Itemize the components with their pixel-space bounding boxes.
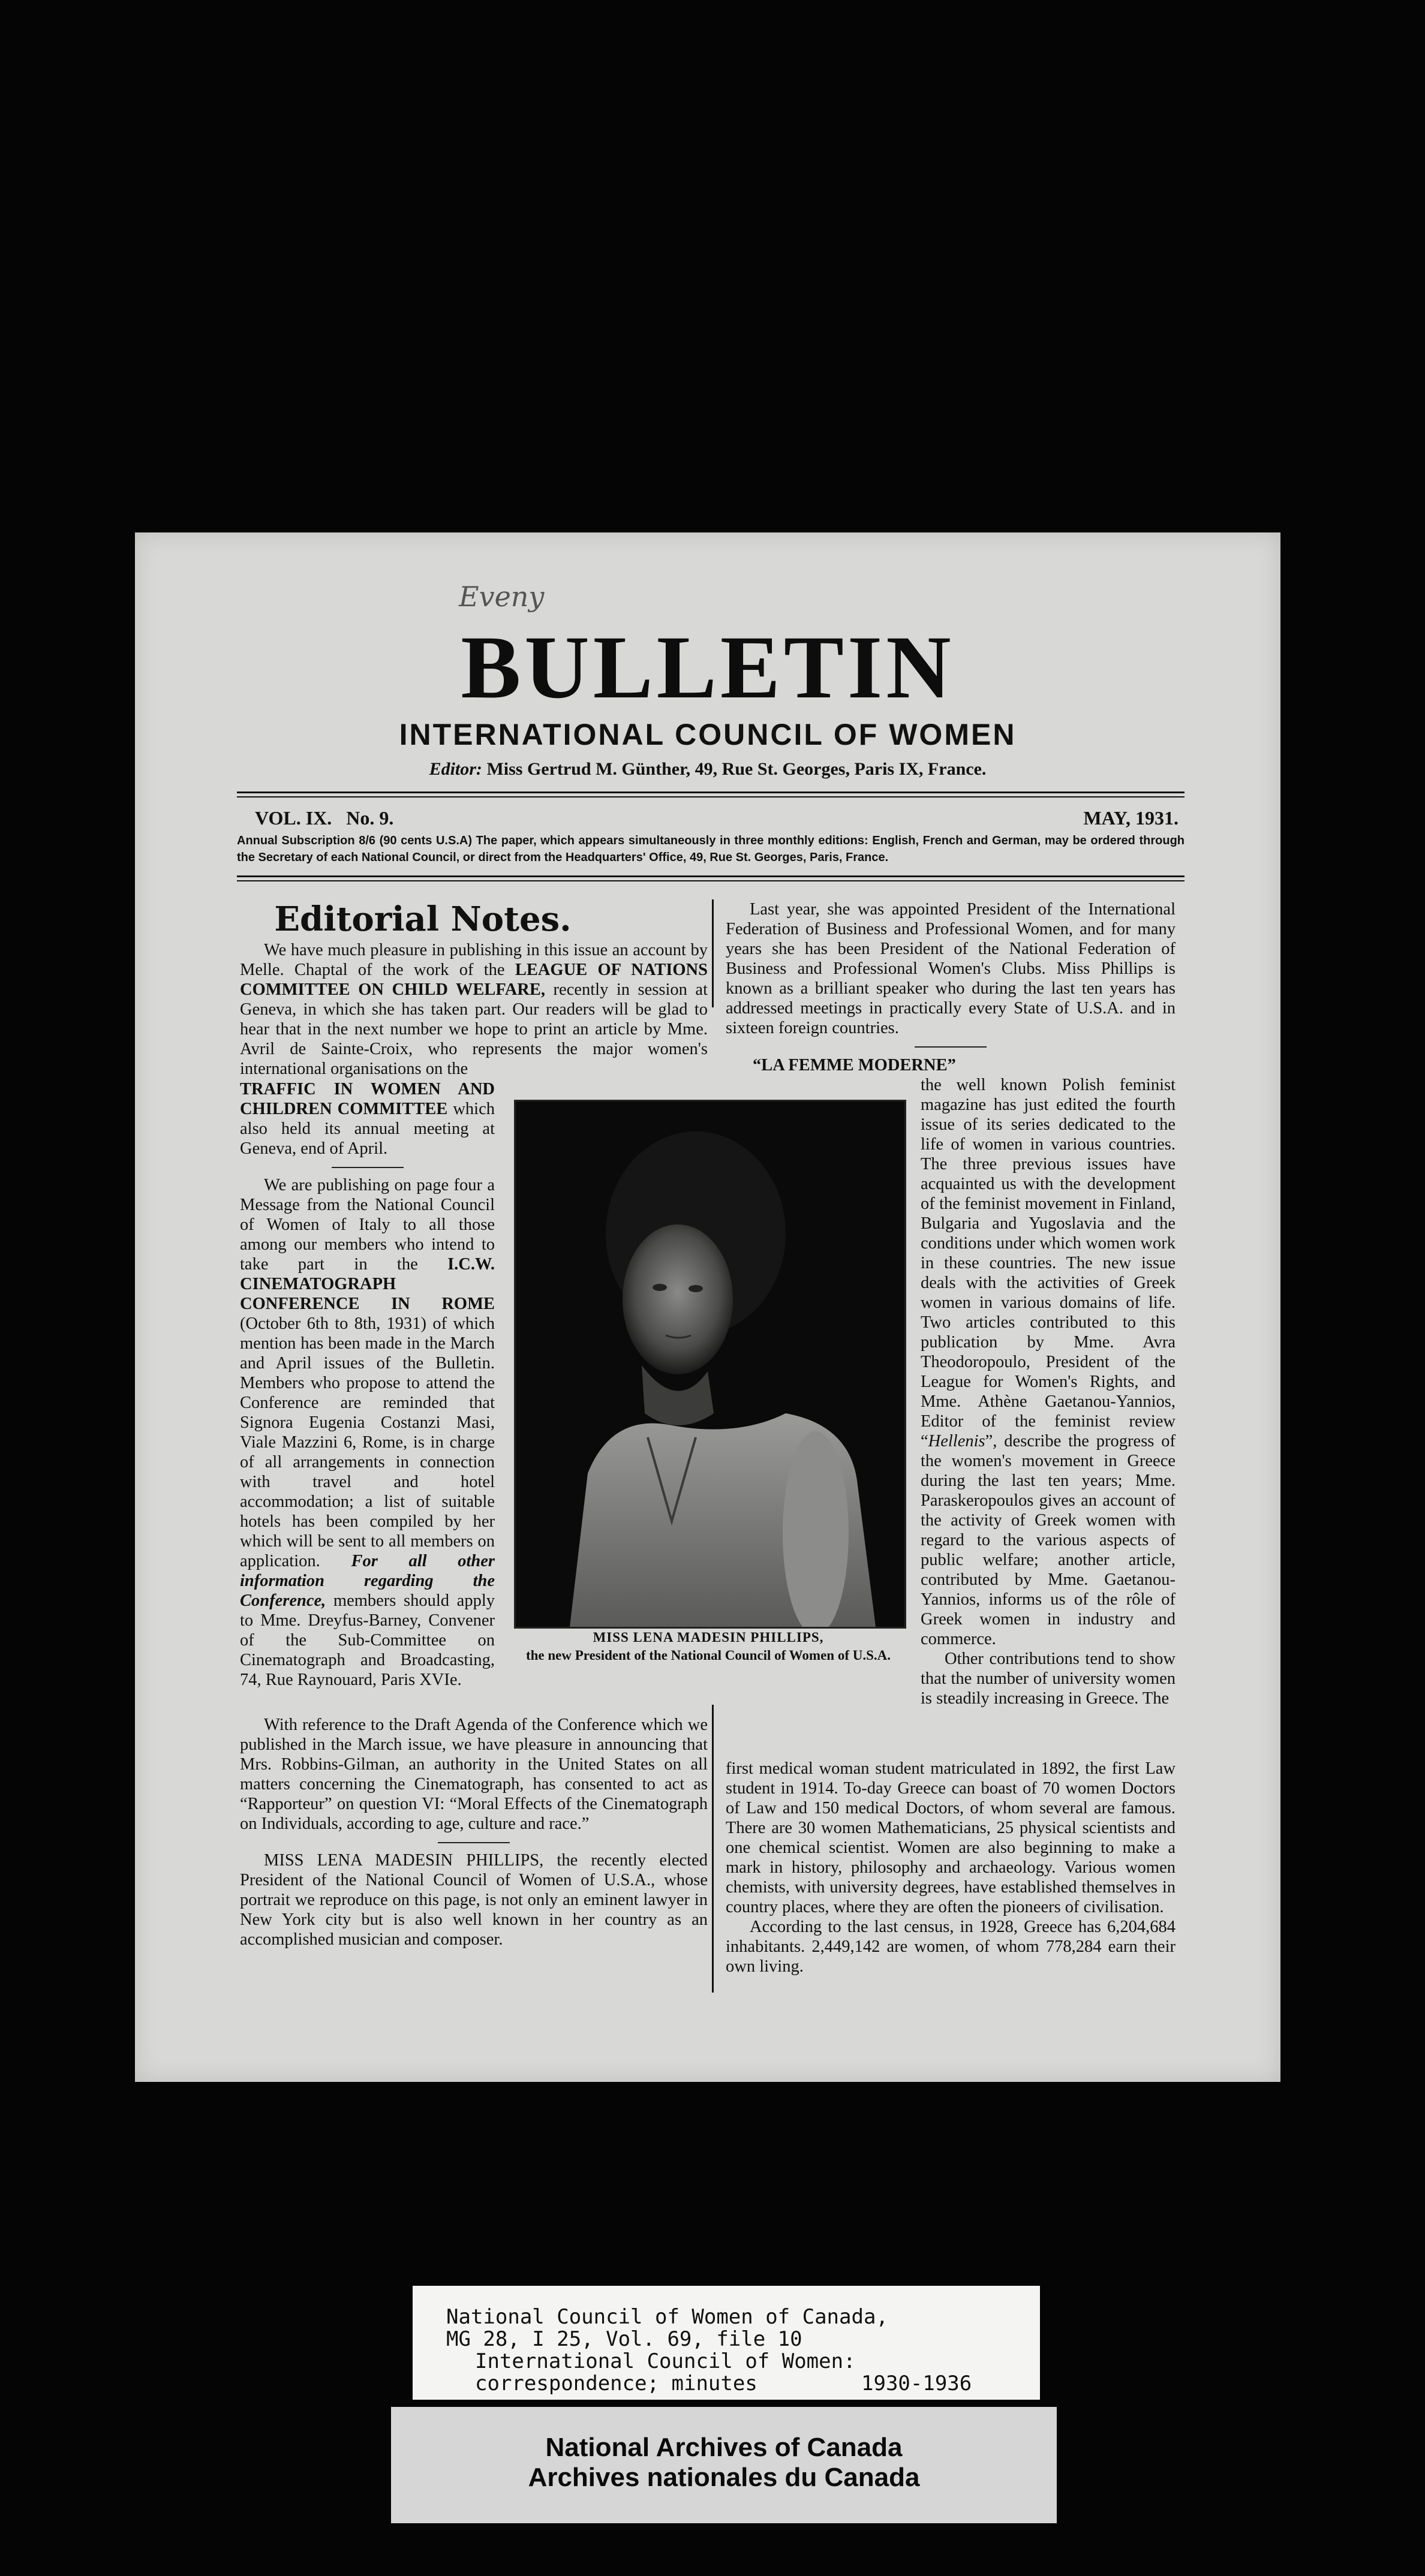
portrait-image [516,1102,904,1627]
archive-label-line-2: MG 28, I 25, Vol. 69, file 10 [446,2327,802,2351]
editorial-paragraph-4: MISS LENA MADESIN PHILLIPS, the recently elected President of the National Council of Women of U.S.A., whose portrait we reproduce on this page, is not only an eminent lawyer in New York city but is also well known in her country as an accomplished musician and composer. [240,1851,708,1949]
right-column-bottom [726,1759,1176,1976]
masthead-editor [135,759,1280,780]
section-separator [915,1046,987,1048]
editorial-paragraph-1: We have much pleasure in publishing in this issue an account by Melle. Chaptal of the work of the LEAGUE OF NATIONS COMMITTEE ON CHILD WELFARE, recently in session at Geneva, in which she has taken part. Our readers will be glad to hear that in the next number we hope to print an article by Mme. Avril de Sainte-Croix, who represents the major women's international organisations on the [240,941,708,1078]
archive-label-years: 1930-1936 [861,2372,972,2396]
issue-date: MAY, 1931. [1083,807,1179,829]
editorial-paragraph-1-cont: TRAFFIC IN WOMEN AND CHILDREN COMMITTEE which also held its annual meeting at Geneva, end of April. [240,1080,495,1158]
section-separator [332,1167,404,1168]
archive-label-line-4: correspondence; minutes [475,2372,757,2396]
university-paragraph-start: Other contributions tend to show that the number of university women is steadily increasing in Greece. The [921,1650,1176,1708]
archive-label-line-1: National Council of Women of Canada, [446,2305,888,2329]
subscription-notice: Annual Subscription 8/6 (90 cents U.S.A) The paper, which appears simultaneously in three monthly editions: English, French and German, may be ordered through the Secretary of each National Council, or direct from the Headquarters' Office, 49, Rue St. Georges, Paris, France. [237,834,1185,864]
header-rule-bottom [237,875,1185,877]
right-column-top [726,899,1176,1055]
archive-reference-label [413,2286,1040,2400]
issue-volume: VOL. IX. No. 9. [255,807,394,829]
femme-moderne-paragraph: the well known Polish feminist magazine has just edited the fourth issue of its series dedicated to the life of women in various countries. The three previous issues have acquainted us with the development of the feminist movement in Finland, Bulgaria and Yugoslavia and the conditions under which women work in these countries. The new issue deals with the activities of Greek women in various domains of life. Two articles contributed to this publication by Mme. Avra Theodoropoulo, President of the League for Women's Rights, and Mme. Athène Gaetanou-Yannios, Editor of the feminist review “Hellenis”, describe the progress of the women's movement in Greece during the last ten years; Mme. Paraskeropoulos gives an account of the activity of Greek women with regard to the various aspects of public welfare; another article, contributed by Mme. Gaetanou-Yannios, informs us of the rôle of Greek women in industry and commerce. [921,1076,1176,1648]
editorial-left-column [240,1079,495,1690]
editorial-heading: Editorial Notes. [274,899,572,939]
bulletin-page [135,532,1280,2082]
femme-moderne-lead: “LA FEMME MODERNE” [753,1056,956,1075]
header-rule-top [237,792,1185,793]
section-separator [438,1842,510,1843]
phillips-paragraph: Last year, she was appointed President of the International Federation of Business and Professional Women, and for many years she has been President of the National Federation of Business and Professional Women's Clubs. Miss Phillips is known as a brilliant speaker who during the last ten years has addressed meetings in practically every State of U.S.A. and in sixteen foreign countries. [726,900,1176,1037]
editorial-paragraph-2: We are publishing on page four a Message from the National Council of Women of Italy to all those among our members who intend to take part in the I.C.W. CINEMATOGRAPH CONFERENCE IN ROME (October 6th to 8th, 1931) of which mention has been made in the March and April issues of the Bulletin. Members who propose to attend the Conference are reminded that Signora Eugenia Costanzi Masi, Viale Mazzini 6, Rome, is in charge of all arrangements in connection with travel and hotel accommodation; a list of suitable hotels has been compiled by her which will be sent to all members on application. For all other information regarding the Conference, members should apply to Mme. Dreyfus-Barney, Convener of the Sub-Committee on Cinematograph and Broadcasting, 74, Rue Raynouard, Paris XVIe. [240,1176,495,1689]
national-archives-stamp [391,2407,1057,2523]
right-narrow-column [921,1075,1176,1708]
portrait-caption: MISS LENA MADESIN PHILLIPS, the new President of the National Council of Women of U.S.A. [525,1630,891,1663]
femme-moderne-intro [753,1055,1176,1075]
header-rule-top-thin [237,796,1185,798]
editorial-paragraph-3: With reference to the Draft Agenda of the Conference which we published in the March issue, we have pleasure in announcing that Mrs. Robbins-Gilman, an authority in the United States on all matters concerning the Cinematograph, has consented to act as “Rapporteur” on question VI: “Moral Effects of the Cinematograph on Individuals, according to age, culture and race.” [240,1716,708,1833]
masthead-title: BULLETIN [461,618,955,717]
archives-stamp-english: National Archives of Canada [545,2433,903,2462]
editorial-intro [240,940,708,1079]
portrait-photo [514,1100,906,1629]
census-paragraph: According to the last census, in 1928, Greece has 6,204,684 inhabitants. 2,449,142 are women, of whom 778,284 earn their own living. [726,1918,1176,1976]
archive-label-line-3: International Council of Women: [475,2349,856,2373]
header-rule-bottom-thin [237,880,1185,881]
editor-label: Editor: [429,759,482,779]
archives-stamp-french: Archives nationales du Canada [528,2463,920,2492]
editorial-lower-left [240,1715,708,1949]
handwritten-annotation: Eveny [459,580,545,613]
column-divider-top [712,899,714,1007]
editor-text: Miss Gertrud M. Günther, 49, Rue St. Georges, Paris IX, France. [486,759,987,779]
university-paragraph-cont: first medical woman student matriculated in 1892, the first Law student in 1914. To-day Greece can boast of 70 women Doctors of Law and 150 medical Doctors, of whom several are famous. There are 30 women Mathematicians, 25 physical scientists and one chemical scientist. Women are also beginning to make a mark in history, philosophy and archaeology. Various women chemists, with university degrees, have established themselves in country places, where they are often the pioneers of civilisation. [726,1759,1176,1916]
masthead-subtitle: INTERNATIONAL COUNCIL OF WOMEN [399,718,1017,751]
column-divider-bottom [712,1705,714,1993]
